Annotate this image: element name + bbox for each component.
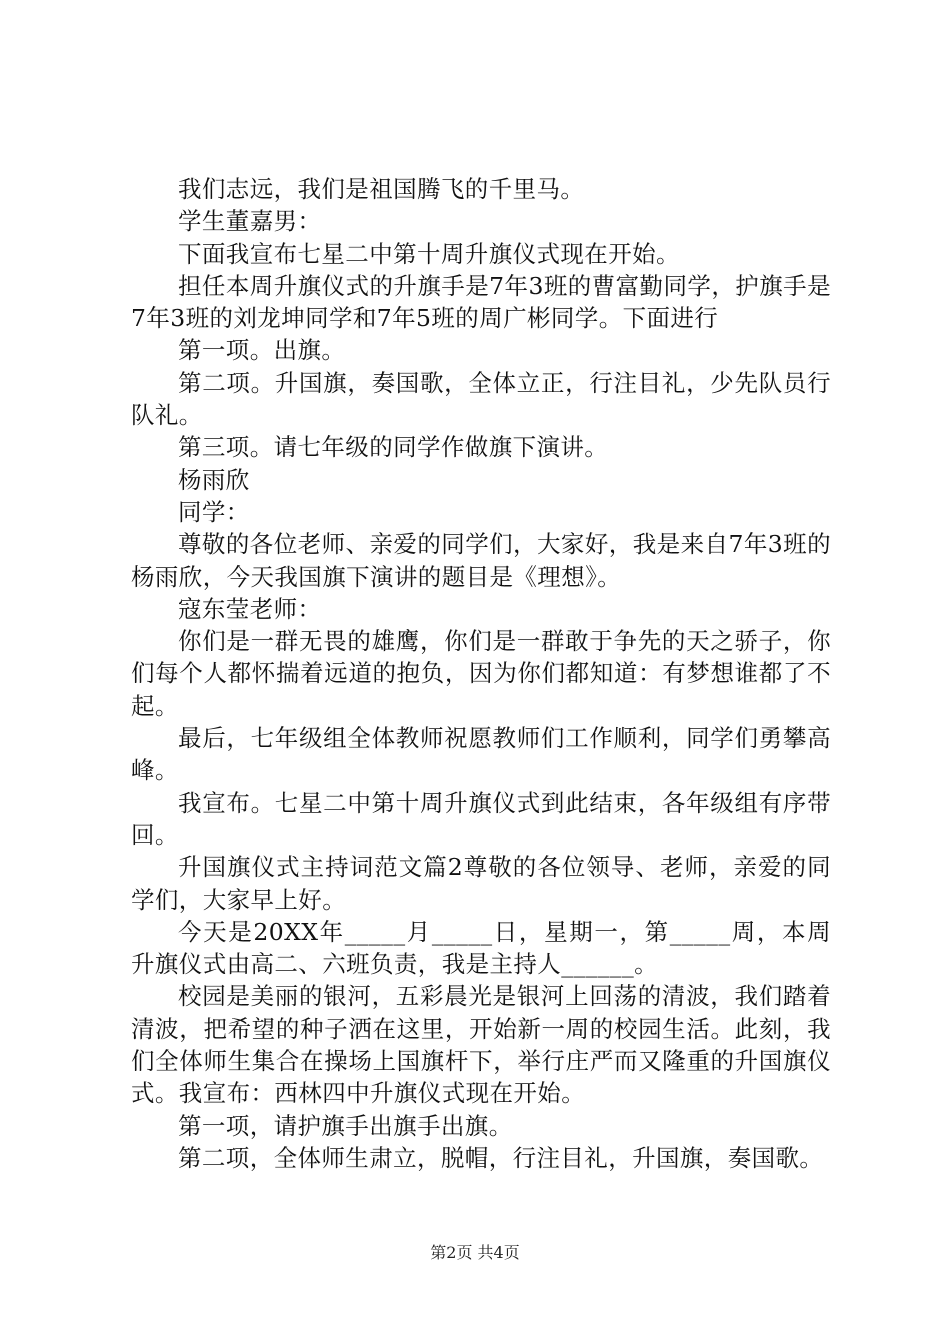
paragraph-3: 下面我宣布七星二中第十周升旗仪式现在开始。 <box>178 239 680 268</box>
paragraph-9: 同学： <box>178 497 250 526</box>
paragraph-1: 我们志远，我们是祖国腾飞的千里马。 <box>178 175 585 203</box>
paragraph-6: 第二项。升国旗，奏国歌，全体立正，行注目礼，少先队员行队礼。 <box>131 368 831 430</box>
paragraph-14: 我宣布。七星二中第十周升旗仪式到此结束，各年级组有序带回。 <box>131 788 831 849</box>
paragraph-18: 第一项，请护旗手出旗手出旗。 <box>178 1111 513 1140</box>
document-body <box>131 173 831 1174</box>
paragraph-13: 最后，七年级组全体教师祝愿教师们工作顺利，同学们勇攀高峰。 <box>131 724 831 785</box>
paragraph-12: 你们是一群无畏的雄鹰，你们是一群敢于争先的天之骄子，你们每个人都怀揣着远道的抱负，因为你们都知道：有梦想谁都了不起。 <box>131 627 831 720</box>
paragraph-11: 寇东莹老师： <box>178 594 322 623</box>
paragraph-5: 第一项。出旗。 <box>178 336 346 365</box>
paragraph-10: 尊敬的各位老师、亲爱的同学们，大家好，我是来自7年3班的杨雨欣，今天我国旗下演讲的题目是《理想》。 <box>131 530 831 591</box>
paragraph-16: 今天是20XX年_____月_____日，星期一，第_____周，本周升旗仪式由高二、六班负责，我是主持人______。 <box>131 917 831 979</box>
page-footer <box>0 1243 950 1263</box>
page-number-label: 第2页 共4页 <box>430 1243 520 1262</box>
paragraph-17: 校园是美丽的银河，五彩晨光是银河上回荡的清波，我们踏着清波，把希望的种子洒在这里，开始新一周的校园生活。此刻，我们全体师生集合在操场上国旗杆下，举行庄严而又隆重的升国旗仪式。我宣布：西林四中升旗仪式现在开始。 <box>131 982 831 1108</box>
paragraph-19: 第二项，全体师生肃立，脱帽，行注目礼，升国旗，奏国歌。 <box>178 1143 824 1172</box>
paragraph-8: 杨雨欣 <box>178 465 250 494</box>
paragraph-2: 学生董嘉男： <box>178 207 322 236</box>
paragraph-4: 担任本周升旗仪式的升旗手是7年3班的曹富勤同学，护旗手是7年3班的刘龙坤同学和7年5班的周广彬同学。下面进行 <box>131 271 831 333</box>
paragraph-15: 升国旗仪式主持词范文篇2尊敬的各位领导、老师，亲爱的同学们，大家早上好。 <box>131 853 831 914</box>
paragraph-7: 第三项。请七年级的同学作做旗下演讲。 <box>178 433 609 462</box>
